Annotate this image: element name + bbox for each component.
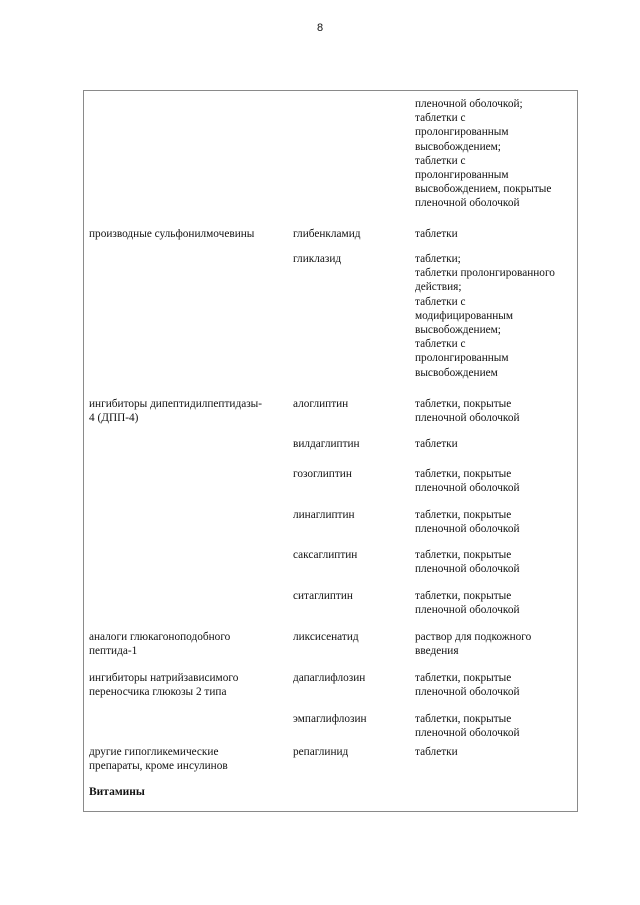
dosage-form-cell-line: пленочной оболочкой [415,686,520,699]
drug-group-cell-line: переносчика глюкозы 2 типа [89,686,227,699]
dosage-form-cell-line: таблетки, покрытые [415,468,512,480]
dosage-form-cell-line: пленочной оболочкой [415,563,520,576]
dosage-form-cell-line: модифицированным [415,309,514,322]
dosage-form-cell [415,589,520,617]
drug-group-cell-line: ингибиторы натрийзависимого [89,672,239,684]
dosage-form-cell [415,467,520,495]
dosage-form-cell-line: таблетки [415,746,458,758]
dosage-form-cell-line: таблетки [415,438,458,450]
dosage-form-cell-line: пленочной оболочкой [415,197,520,210]
dosage-form-cell-line: таблетки, покрытые [415,509,512,521]
dosage-form-cell-line: таблетки с [415,112,466,125]
drug-group-cell-line: 4 (ДПП-4) [89,412,139,425]
dosage-form-cell-line: пролонгированным [415,126,509,139]
drug-name-cell: ситаглиптин [293,590,353,602]
dosage-form-cell-line: таблетки, покрытые [415,398,512,410]
dosage-form-cell-line: пленочной оболочкой [415,412,520,425]
dosage-form-cell-line: высвобождением; [415,140,501,153]
dosage-form-cell-line: введения [415,645,459,658]
dosage-form-cell [415,252,555,380]
section-heading: Витамины [89,786,145,798]
dosage-form-cell-line: таблетки с [415,338,466,351]
drug-group-cell-line: ингибиторы дипептидилпептидазы- [89,398,263,410]
drug-group-cell-line: пептида-1 [89,645,138,658]
dosage-form-cell-line: таблетки; [415,253,461,265]
drug-group-cell-line: производные сульфонилмочевины [89,228,255,240]
dosage-form-cell-line: пролонгированным [415,352,509,365]
dosage-form-cell-line: пленочной оболочкой [415,482,520,495]
dosage-form-cell-line: пролонгированным [415,169,509,182]
drug-name-cell: глибенкламид [293,228,361,240]
dosage-form-cell-line: таблетки, покрытые [415,590,512,602]
dosage-form-cell-line: пленочной оболочкой [415,523,520,536]
dosage-form-cell [415,97,551,211]
drug-group-cell-line: аналоги глюкагоноподобного [89,631,231,643]
dosage-form-cell [415,397,520,425]
dosage-form-cell-line: таблетки, покрытые [415,713,512,725]
dosage-form-cell-line: таблетки с [415,154,466,167]
drug-group-cell-line: препараты, кроме инсулинов [89,760,228,773]
dosage-form-cell [415,437,458,451]
dosage-form-cell-line: высвобождением; [415,324,501,337]
dosage-form-cell [415,508,520,536]
drug-group-cell [89,397,262,425]
dosage-form-cell-line: таблетки с [415,295,466,308]
dosage-form-cell-line: действия; [415,281,462,294]
drug-name-cell: вилдаглиптин [293,438,360,450]
drug-name-cell: гликлазид [293,253,342,265]
dosage-form-cell-line: таблетки, покрытые [415,549,512,561]
dosage-form-cell [415,712,520,740]
drug-name-cell: ликсисенатид [293,631,359,643]
dosage-form-cell-line: высвобождением, покрытые [415,183,552,196]
dosage-form-cell [415,671,520,699]
drug-name-cell: репаглинид [293,746,349,758]
drug-name-cell: дапаглифлозин [293,672,366,684]
dosage-form-cell [415,630,531,658]
dosage-form-cell [415,745,458,759]
drug-group-cell [89,227,254,241]
drug-group-cell [89,630,230,658]
dosage-form-cell-line: пленочной оболочкой [415,727,520,740]
drug-group-cell-line: другие гипогликемические [89,746,219,758]
drug-name-cell: линаглиптин [293,509,355,521]
dosage-form-cell-line: пленочной оболочкой; [415,98,523,110]
drug-name-cell: алоглиптин [293,398,349,410]
dosage-form-cell [415,548,520,576]
dosage-form-cell-line: пленочной оболочкой [415,604,520,617]
dosage-form-cell-line: таблетки пролонгированного [415,267,555,280]
drug-name-cell: эмпаглифлозин [293,713,367,725]
drug-name-cell: саксаглиптин [293,549,358,561]
dosage-form-cell-line: таблетки, покрытые [415,672,512,684]
dosage-form-cell-line: раствор для подкожного [415,631,532,643]
drug-group-cell [89,745,228,773]
dosage-form-cell [415,227,458,241]
page-number: 8 [316,22,324,34]
drug-name-cell: гозоглиптин [293,468,352,480]
drug-group-cell [89,671,238,699]
dosage-form-cell-line: таблетки [415,228,458,240]
dosage-form-cell-line: высвобождением [415,366,498,379]
